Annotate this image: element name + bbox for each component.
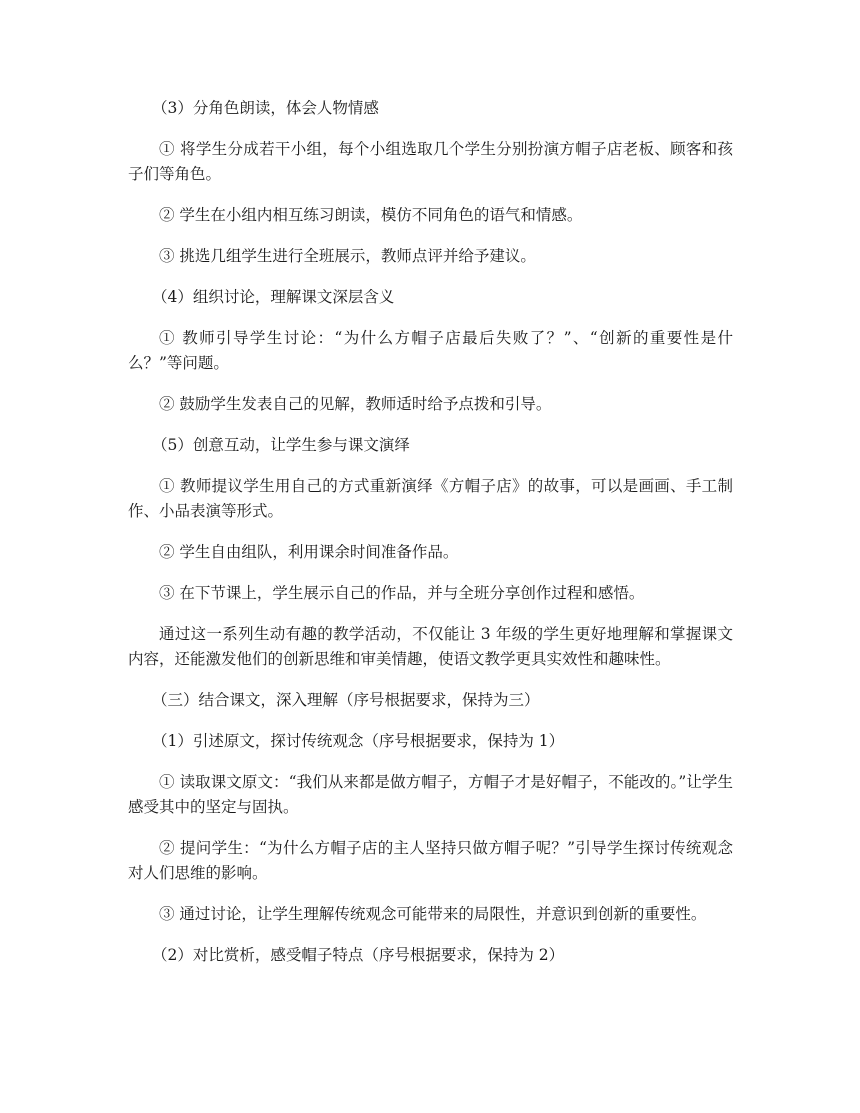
list-item: ① 教师引导学生讨论：“为什么方帽子店最后失败了？”、“创新的重要性是什么？”等问题。 <box>128 329 733 372</box>
body-paragraph: 通过这一系列生动有趣的教学活动，不仅能让 3 年级的学生更好地理解和掌握课文内容，还能激发他们的创新思维和审美情趣，使语文教学更具实效性和趣味性。 <box>128 625 733 668</box>
section-heading: （2）对比赏析，感受帽子特点（序号根据要求，保持为 2） <box>152 946 565 964</box>
list-item: ② 学生在小组内相互练习朗读，模仿不同角色的语气和情感。 <box>159 206 583 224</box>
list-item: ② 鼓励学生发表自己的见解，教师适时给予点拨和引导。 <box>159 395 552 413</box>
list-item: ① 教师提议学生用自己的方式重新演绎《方帽子店》的故事，可以是画画、手工制作、小品表演等形式。 <box>128 477 733 520</box>
document-body <box>128 96 733 984</box>
list-item: ③ 挑选几组学生进行全班展示，教师点评并给予建议。 <box>159 247 536 265</box>
section-heading: （4）组织讨论，理解课文深层含义 <box>152 288 395 306</box>
list-item: ① 读取课文原文：“我们从来都是做方帽子，方帽子才是好帽子，不能改的。”让学生感受其中的坚定与固执。 <box>128 773 733 816</box>
list-item: ③ 在下节课上，学生展示自己的作品，并与全班分享创作过程和感悟。 <box>159 584 645 602</box>
list-item: ② 提问学生：“为什么方帽子店的主人坚持只做方帽子呢？”引导学生探讨传统观念对人们思维的影响。 <box>128 839 733 882</box>
list-item: ② 学生自由组队，利用课余时间准备作品。 <box>159 543 459 561</box>
list-item: ① 将学生分成若干小组，每个小组选取几个学生分别扮演方帽子店老板、顾客和孩子们等角色。 <box>128 140 733 183</box>
section-heading: （三）结合课文，深入理解（序号根据要求，保持为三） <box>152 691 540 709</box>
section-heading: （1）引述原文，探讨传统观念（序号根据要求，保持为 1） <box>152 732 565 750</box>
section-heading: （5）创意互动，让学生参与课文演绎 <box>152 436 410 454</box>
section-heading: （3）分角色朗读，体会人物情感 <box>152 99 379 117</box>
list-item: ③ 通过讨论，让学生理解传统观念可能带来的局限性，并意识到创新的重要性。 <box>159 905 707 923</box>
